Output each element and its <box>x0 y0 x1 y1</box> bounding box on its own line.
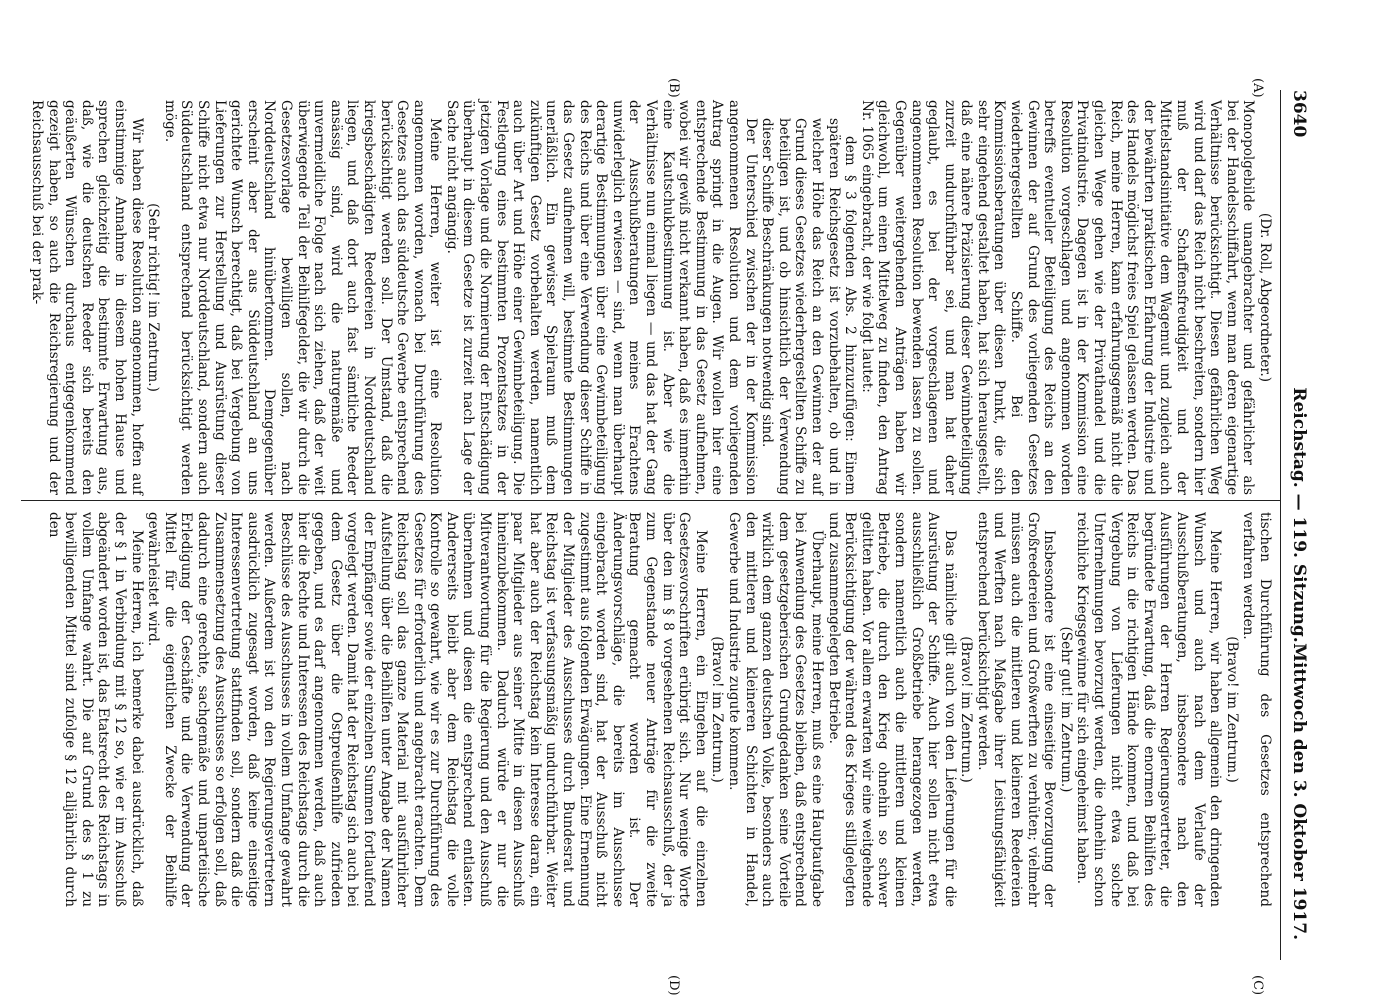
paragraph: Insbesondere ist eine einseitige Bevorzugung der Großreedereien und Großwerften zu verhüten; vielmehr müssen auch die mittleren und kleineren Reedereien und Werften nach Maßgabe ihrer Leistungsfähigkeit entsprechend berücksichtigt werden. <box>974 512 1058 907</box>
interjection: (Bravo! im Zentrum.) <box>958 636 975 783</box>
interjection: (Sehr richtig! im Zentrum.) <box>145 203 162 392</box>
speaker-line: (Dr. Roll, Abgeordneter.) <box>1257 212 1273 383</box>
paragraph: Überhaupt, meine Herren, muß es eine Hauptaufgabe bei Anwendung des Gesetzes bleiben, daß entsprechend dem gesetzgeberischen Grundgedanken seine Vorteile wirklich dem ganzen deutschen Volke, besonders auch den mittleren und kleineren Schichten in Handel, Gewerbe und Industrie zugute kommen. <box>726 512 825 907</box>
right-column <box>45 512 1273 907</box>
paragraph: Monopolgebilde unangebrachter und gefährlicher als bei der Handelsschiffahrt, wenn man deren eigenartige Verhältnisse berücksichtigt. Diesen gefährlichen Weg wird und darf das Reich nicht beschreiten, sondern hier muß der Schaffensfreudigkeit und der Mittelstandsinitiative dem Wagemut und zugleich auch der bewährten praktischen Erfahrung der Industrie und des Handels möglichst freies Spiel gelassen werden. Das Reich, meine Herren, kann erfahrungsgemäß nicht die gleichen Wege gehen wie der Privathandel und die Privatindustrie. Dagegen ist in der Kommission eine Resolution vorgeschlagen und angenommen worden betreffs eventueller Beteiligung des Reichs an den Gewinnen der auf Grund des vorliegenden Gesetzes wiederhergestellten Schiffe. Bei den Kommissionsberatungen über diesen Punkt, die sich sehr eingehend gestaltet haben, hat sich herausgestellt, daß eine nähere Präzisierung dieser Gewinnbeteiligung zurzeit undurchführbar sei, und man hat daher geglaubt, es bei der vorgeschlagenen und angenommenen Resolution bewenden lassen zu sollen. Gegenüber weitergehenden Anträgen haben wir gleichwohl, um einen Mittelweg zu finden, den Antrag Nr. 1065 eingebracht, der wie folgt lautet: <box>858 100 1257 495</box>
page-header <box>1283 90 1313 940</box>
paragraph: Meine Herren, ein Eingehen auf die einzelnen Gesetzesvorschriften erübrigt sich. Nur wenige Worte über den im § 8 vorgesehenen Reichsausschuß, der ja zum Gegenstande neuer Anträge für die zweite Beratung gemacht worden ist. Der Änderungsvorschläge, die bereits im Ausschusse eingebracht worden sind, hat der Ausschuß nicht zugestimmt aus folgenden Erwägungen. Eine Ernennung der Mitglieder des Ausschusses durch Bundesrat und Reichstag ist verfassungsmäßig undurchführbar. Weiter hat aber auch der Reichstag kein Interesse daran, ein paar Mitglieder aus seiner Mitte in diesen Ausschuß hineinzubekommen. Dadurch würde er nur die Mitverantwortung für die Regierung und den Ausschuß übernehmen und diesen die entsprechend entlasten. Andererseits bleibt aber dem Reichstag die volle Kontrolle so gewahrt, wie wir es zur Durchführung des Gesetzes für erforderlich und angebracht erachten. Dem Reichstag soll das ganze Material mit ausführlicher Aufstellung über die Beihilfen unter Angabe der Namen der Empfänger sowie der einzelnen Summen fortlaufend vorgelegt werden. Damit hat der Reichstag sich auch bei dem Gesetz über die Ostpreußenhilfe zufrieden gegeben, und es darf angenommen werden, daß auch hier die Rechte und Interessen des Reichstags durch die Beschlüsse des Ausschusses in vollem Umfange gewahrt werden. Außerdem ist von den Regierungsvertretern ausdrücklich zugesagt worden, daß keine einseitige Interessenvertretung stattfinden soll, sondern daß die Zusammensetzung des Ausschusses so erfolgen soll, daß dadurch eine gerechte, sachgemäße und unparteiische Erledigung der Geschäfte und die Verwendung der Mittel für die eigentlichen Zwecke der Beihilfe gewährleistet wird. <box>145 512 709 907</box>
paragraph: Meine Herren, ich bemerke dabei ausdrücklich, daß der § 1 in Verbindung mit § 12 so, wie er im Ausschuß abgeändert worden ist, das Etatsrecht des Reichstags in vollem Umfange wahrt. Die auf Grund des § 1 zu bewilligenden Mittel sind zufolge § 12 alljährlich durch den <box>45 512 145 907</box>
header-rule <box>1280 90 1281 960</box>
page-number: 3640 <box>1289 90 1309 138</box>
marker-d: (D) <box>666 975 681 996</box>
interjection: (Bravo! im Zentrum.) <box>709 636 726 783</box>
interjection: (Sehr gut! im Zentrum.) <box>1057 626 1074 793</box>
paragraph: Meine Herren, weiter ist eine Resolution angenommen worden, wonach bei Durchführung des Gesetzes auch das süddeutsche Gewerbe entsprechend berücksichtigt werden soll. Der Umstand, daß die kriegsbeschädigten Reedereien in Norddeutschland liegen, und daß dort auch fast sämtliche Reeder ansässig sind, wird die naturgemäße und unvermeidliche Folge nach sich ziehen, daß der weit überwiegende Teil der Beihilfegelder, die wir durch die Gesetzesvorlage bewilligen sollen, nach Norddeutschland hinübertommen. Demgegenüber erscheint aber der aus Süddeutschland an uns gerichtete Wunsch berechtigt, daß bei Vergebung von Lieferungen zur Herstellung und Ausrüstung dieser Schiffe nicht etwa nur Norddeutschland, sondern auch Süddeutschland entsprechend berücksichtigt werden möge. <box>161 100 444 495</box>
left-column <box>28 100 1273 495</box>
interjection: (Bravo! im Zentrum.) <box>1223 636 1240 783</box>
session-date: Mittwoch den 3. Oktober 1917. <box>1289 643 1309 940</box>
paragraph: Das nämliche gilt auch von den Lieferungen für die Ausrüstung der Schiffe. Auch hier sollen nicht etwa ausschließlich Großbetriebe herangezogen werden, sondern namentlich auch die mittleren und kleinen Betriebe, die durch den Krieg ohnehin so schwer gelitten haben. Vor allem erwarten wir eine weitgehende Berücksichtigung der während des Krieges stillgelegten und zusammengelegten Betriebe. <box>825 512 958 907</box>
motion-text: dem § 3 folgenden Abs. 2 hinzuzufügen: Einem späteren Reichsgesetz ist vorzubehalten, ob und in welcher Höhe das Reich an den Gewinnen der auf Grund dieses Gesetzes wiederhergestellten Schiffe zu beteiligen ist, und ob hinsichtlich der Verwendung dieser Schiffe Beschränkungen notwendig sind. <box>759 118 859 495</box>
paragraph: Der Unterschied zwischen der in der Kommission angenommenen Resolution und dem vorliegenden Antrag springt in die Augen. Wir wollen hier eine entsprechende Bestimmung in das Gesetz aufnehmen, wobei wir gewiß nicht verkannt haben, daß es immerhin eine Kautschukbestimmung ist. Aber wie die Verhältnisse nun einmal liegen — und das hat der Gang der Ausschußberatungen meines Erachtens unwiderleglich erwiesen — sind, wenn man überhaupt derartige Bestimmungen über eine Gewinnbeteiligung des Reichs und über eine Verwendung dieser Schiffe in das Gesetz aufnehmen will, bestimmte Bestimmungen unerläßlich. Ein gewisser Spielraum muß dem zukünftigen Gesetz vorbehalten werden, namentlich auch über Art und Höhe einer Gewinnbeteiligung. Die Festlegung eines bestimmten Prozentsatzes in der jetzigen Vorlage und die Normierung der Entschädigung überhaupt in diesem Gesetze ist zurzeit nach Lage der Sache nicht angängig. <box>443 100 759 495</box>
marker-b: (B) <box>666 78 681 98</box>
marker-c: (C) <box>1250 975 1265 996</box>
marker-a: (A) <box>1250 78 1265 98</box>
paragraph: Meine Herren, wir haben allgemein den dringenden Wunsch und auch nach dem Verlaufe der Ausschußberatungen, insbesondere nach den Ausführungen der Herren Regierungsvertreter, die begründete Erwartung, daß die enormen Beihilfen des Reichs in die richtigen Hände kommen, und daß bei Vergebung von Lieferungen nicht etwa solche Unternehmungen bevorzugt werden, die ohnehin schon reichliche Kriegsgewinne für sich eingeheimst haben. <box>1074 512 1224 907</box>
session-title: Reichstag. — 119. Sitzung. <box>1289 387 1309 643</box>
document-page <box>1 0 1321 1000</box>
column-divider <box>21 500 1281 501</box>
paragraph: tischen Durchführung des Gesetzes entsprechend verfahren werden. <box>1240 512 1273 907</box>
paragraph: Wir haben diese Resolution angenommen, hoffen auf einstimmige Annahme in diesem hohen Hause und sprechen gleichzeitig die bestimmte Erwartung aus, daß, wie die deutschen Reeder sich bereits den geäußerten Wünschen durchaus entgegenkommend gezeigt haben, so auch die Reichsregierung und der Reichsausschuß bei der prak- <box>29 100 145 495</box>
